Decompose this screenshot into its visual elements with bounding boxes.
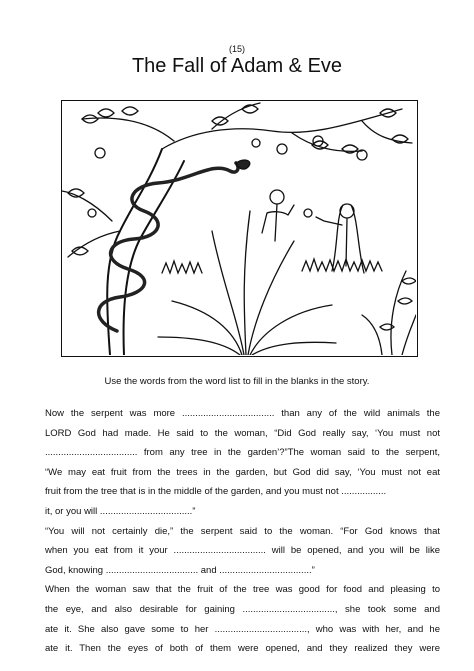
instruction-text: Use the words from the word list to fill in the blanks in the story. (104, 376, 370, 387)
page-title: The Fall of Adam & Eve (131, 55, 343, 77)
story-line-10: When the woman saw that the fruit of the tree was good for food and pleasing to (45, 584, 440, 596)
story-line-6: it, or you will ...................................” (45, 505, 196, 517)
story-line-2: LORD God had made. He said to the woman, “Did God really say, ‘You must not (45, 427, 440, 439)
story-line-8: when you eat from it your ................................... will be opened, and you will be like (45, 545, 440, 557)
story-line-13: ate it. Then the eyes of both of them were opened, and they realized they were (45, 643, 440, 655)
story-line-7: “You will not certainly die,” the serpent said to the woman. “For God knows that (45, 525, 440, 537)
garden-scene-drawing (62, 101, 416, 355)
story-line-4: “We may eat fruit from the trees in the garden, but God did say, ‘You must not eat (45, 466, 440, 478)
story-line-1: Now the serpent was more ................................... than any of the wild animals the (45, 408, 440, 419)
story-line-9: God, knowing ................................... and ...................................” (45, 564, 315, 576)
story-line-11: the eye, and also desirable for gaining ..................................., she took some and (45, 603, 440, 615)
garden-illustration (61, 100, 418, 357)
story-line-12: ate it. She also gave some to her ..................................., who was with her, and he (45, 623, 440, 635)
story-text (45, 404, 440, 659)
story-line-5: fruit from the tree that is in the middle of the garden, and you must not ................. (45, 486, 387, 498)
story-line-3: ................................... from any tree in the garden’?”The woman said to the serpent, (45, 447, 440, 459)
page-number: (15) (228, 44, 245, 54)
